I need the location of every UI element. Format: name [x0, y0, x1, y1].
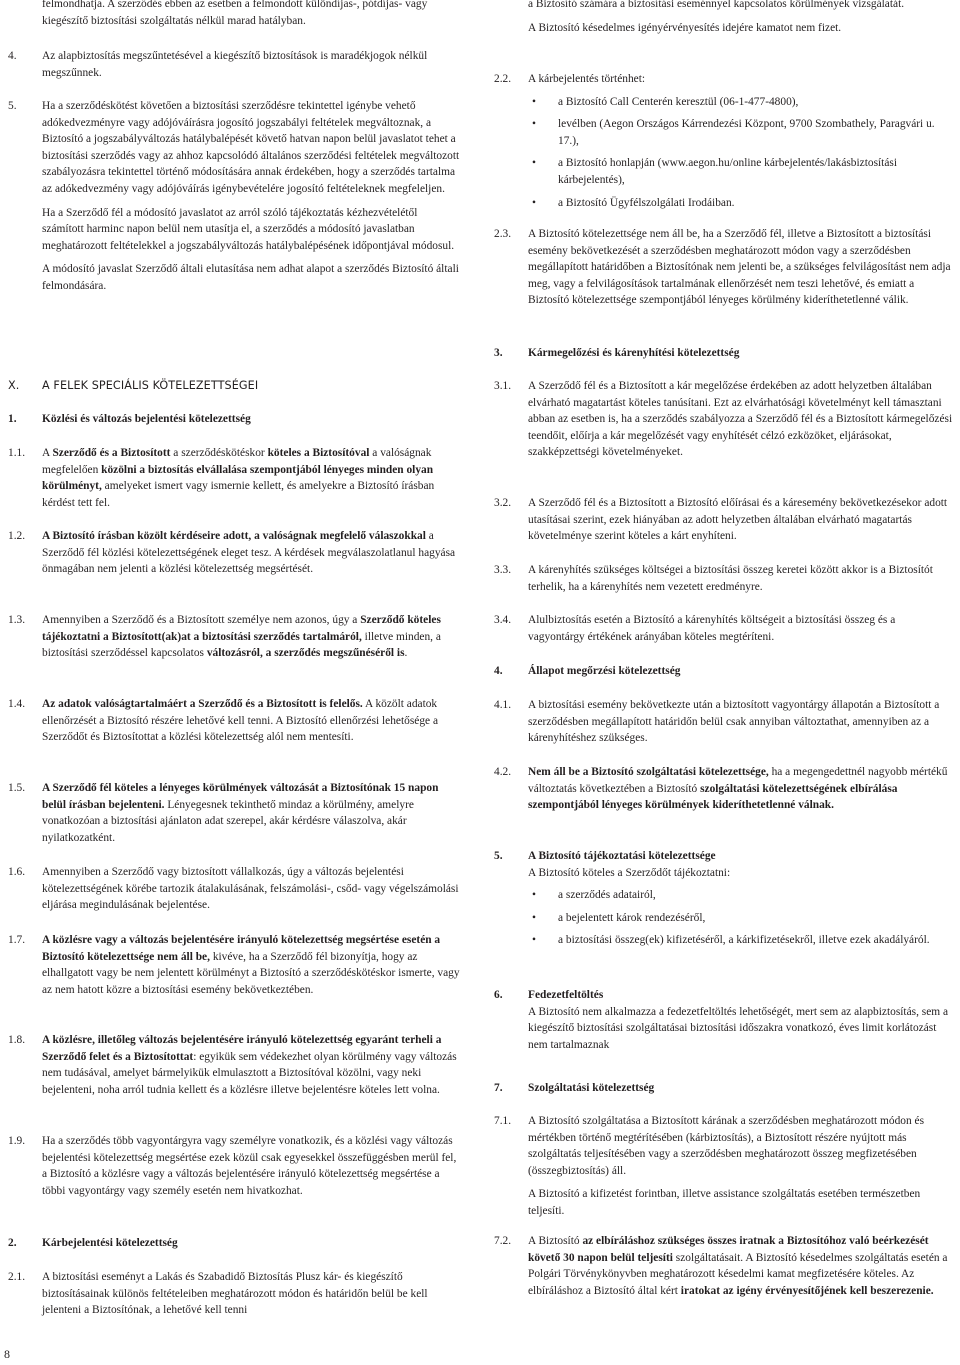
- clause-number: 1.5.: [8, 782, 26, 794]
- heading-title: Kárbejelentési kötelezettség: [42, 1237, 178, 1249]
- clause-lead: A kárbejelentés történhet:: [528, 73, 646, 85]
- bullet-item: • a Biztosító Ügyfélszolgálati Irodáiban.: [528, 195, 954, 212]
- continuation-text: a Biztosító számára a biztosítási eseménnyel kapcsolatos körülmények vizsgálatát.: [528, 0, 905, 10]
- clause-number: 1.7.: [8, 934, 26, 946]
- clause-number: 2.1.: [8, 1271, 26, 1283]
- clause-1-1: [8, 445, 460, 518]
- continuation-text: A Biztosító késedelmes igényérvényesítés idejére kamatot nem fizet.: [528, 21, 842, 34]
- clause-number: 3.1.: [494, 380, 512, 392]
- heading-7: [494, 1080, 954, 1097]
- clause-text: Ha a szerződés több vagyontárgyra vagy személyre vonatkozik, és a közlési vagy változás bejelentési kötelezettség megsértése ezek közül csak egyesekkel összefüggésben merül fel, a Biztosító a közlésre vagy a változás bejelentésére irányuló kötelezettség megsértése a többi vagyontárgy vagy személy esetén nem hivatkozhat.: [42, 1135, 457, 1197]
- clause-number: 7.1.: [494, 1115, 512, 1127]
- clause-text: A közlésre vagy a változás bejelentésére irányuló kötelezettség megsértése esetén a Biztosító kötelezettsége nem áll be, kivéve, ha a Szerződő fél bizonyítja, hogy az elhallgatott vagy be nem jelentett körülményt a Biztosító a szerződéskötéskor ismerte, vagy az nem hatott közre a biztosítási esemény bekövetkeztében.: [42, 934, 460, 996]
- clause-text: A Biztosító írásban közölt kérdéseire adott, a valóságnak megfelelő válaszokkal a Szerződő fél közlési kötelezettségének eleget tesz. A kérdések megválaszolatlanul hagyása önmagában nem jelenti a közlési kötelezettség megsértését.: [42, 530, 456, 576]
- clause-number: 2.2.: [494, 73, 512, 85]
- clause-6: [494, 987, 954, 1060]
- heading-title: Közlési és változás bejelentési kötelezettség: [42, 413, 251, 425]
- section-x-heading: [8, 378, 460, 395]
- clause-1-2: [8, 528, 460, 585]
- page-number: 8: [4, 1347, 10, 1361]
- clause-4-1: [494, 697, 954, 754]
- paragraph: A módosító javaslat Szerződő általi elutasítása nem adhat alapot a szerződés Biztosító általi felmondására.: [42, 263, 459, 292]
- bullet-item: • levélben (Aegon Országos Kárrendezési Központ, 9700 Szombathely, Paragvári u. 17.),: [528, 116, 954, 149]
- clause-number: 1.6.: [8, 866, 26, 878]
- heading-3: [494, 345, 954, 362]
- heading-4: [494, 663, 954, 680]
- section-title: A FELEK SPECIÁLIS KÖTELEZETTSÉGEI: [42, 379, 259, 392]
- bullet-list: [528, 94, 954, 212]
- bullet-item: • a biztosítási összeg(ek) kifizetéséről, a kárkifizetésekről, illetve ezek akadályáról.: [528, 932, 954, 949]
- clause-number: 4.1.: [494, 699, 512, 711]
- clause-text: A kárenyhítés szükséges költségei a biztosítási összeg keretei között akkor is a Biztosítót terhelik, ha a kárenyhítés nem vezetett eredményre.: [528, 564, 933, 593]
- heading-title: A Biztosító tájékoztatási kötelezettsége: [528, 850, 716, 862]
- clause-1-5: [8, 780, 460, 853]
- clause-text: A Szerződő fél és a Biztosított a kár megelőzése érdekében az adott helyzetben általában elvárható magatartást köteles tanúsítani. Ezt az elvárhatósági követelményt kell támasztani abban az esetben is, ha a szerződés szabályozza a Szerződő fél és a Biztosított kármegelőzési teendőit, előírja a kár megelőzését vagy enyhítését célzó ezközöket, eljárásokat, szakképzettségi követelményeket.: [528, 380, 953, 459]
- heading-number: 2.: [8, 1237, 17, 1249]
- clause-1-6: [8, 864, 460, 921]
- clause-text: A Biztosító nem alkalmazza a fedezetfeltöltés lehetőségét, mert sem az alapbiztosítás, sem a kiegészítő biztosítási szolgáltatásai biztosítási időszakra vonatkozó, éves limit korlátozást nem tartalmaznak: [528, 1005, 949, 1051]
- clause-text: A Szerződő és a Biztosított a szerződéskötéskor köteles a Biztosítóval a valóságnak megfelelően közölni a biztosítás elvállalása szempontjából lényeges minden olyan körülményt, amelyeket ismert vagy ismernie kellett, és amelyekre a Biztosító írásban kérdést tett fel.: [42, 447, 435, 509]
- clause-1-8: [8, 1032, 460, 1105]
- clause-3-3: [494, 562, 954, 602]
- heading-number: 4.: [494, 665, 503, 677]
- clause-number: 1.1.: [8, 447, 26, 459]
- item-number: 4.: [8, 50, 17, 62]
- heading-title: Fedezetfeltöltés: [528, 989, 604, 1001]
- bullet-item: • a Biztosító honlapján (www.aegon.hu/online kárbejelentés/lakásbiztosítási kárbejelentés),: [528, 155, 954, 188]
- heading-title: Szolgáltatási kötelezettség: [528, 1082, 655, 1094]
- right-continuation: [494, 0, 954, 43]
- bullet-item: • a Biztosító Call Centerén keresztül (06-1-477-4800),: [528, 94, 954, 111]
- clause-2-2: [494, 71, 954, 217]
- heading-title: Kármegelőzési és kárenyhítési kötelezettség: [528, 347, 740, 359]
- clause-number: 1.2.: [8, 530, 26, 542]
- clause-text: A Szerződő fél köteles a lényeges körülmények változását a Biztosítónak 15 napon belül írásban bejelenteni. Lényegesnek tekinthető mindaz a körülmény, amelyre vonatkozóan a biztosítási ajánlaton adat szerepel, akár kérdésre válaszolva, akár nyilatkozatként.: [42, 782, 439, 844]
- item-5: [8, 98, 460, 302]
- clause-text: Nem áll be a Biztosító szolgáltatási kötelezettsége, ha a megengedettnél nagyobb mértékű változtatás következtében a Biztosító szolgáltatási kötelezettségének elbírálása szempontjából lényeges körülmények kideríthetetlenné válnak.: [528, 766, 948, 812]
- clause-1-3: [8, 612, 460, 669]
- item-text: Az alapbiztosítás megszűntetésével a kiegészítő biztosítások is maradékjogok nélkül megszűnnek.: [42, 50, 428, 79]
- item-number: 5.: [8, 100, 17, 112]
- clause-1-7: [8, 932, 460, 1005]
- clause-number: 4.2.: [494, 766, 512, 778]
- heading-number: 5.: [494, 850, 503, 862]
- clause-4-2: [494, 764, 954, 821]
- left-continuation: [8, 0, 460, 36]
- clause-number: 3.4.: [494, 614, 512, 626]
- clause-number: 1.4.: [8, 698, 26, 710]
- clause-text: Amennyiben a Szerződő és a Biztosított személye nem azonos, úgy a Szerződő köteles tájékoztatni a Biztosított(ak)at a biztosítási szerződés tartalmáról, illetve minden, a biztosítási szerződéssel kapcsolatos változásról, a szerződés megszűnéséről is.: [42, 614, 441, 660]
- clause-2-3: [494, 226, 954, 316]
- bullet-list: [528, 887, 954, 949]
- clause-text: A Szerződő fél és a Biztosított a Biztosító előírásai és a káresemény bekövetkezésekor adott utasításai szerint, ezek hiányában az adott helyzetben általában elvárható magatartás követelménye szerint köteles a kárt enyhíteni.: [528, 497, 948, 543]
- clause-1-4: [8, 696, 460, 753]
- heading-number: 3.: [494, 347, 503, 359]
- heading-number: 1.: [8, 413, 17, 425]
- clause-text: Alulbiztosítás esetén a Biztosító a kárenyhítés költségeit a biztosítási összeg és a vagyontárgy értékének arányában köteles megtéríteni.: [528, 614, 896, 643]
- clause-text: Amennyiben a Szerződő vagy biztosított vállalkozás, úgy a változás bejelentési kötelezettségének körébe tartozik átalakulásának, felszámolási-, csőd- vagy végelszámolási eljárása megindulásának bejelentése.: [42, 866, 459, 912]
- paragraph: A Biztosító szolgáltatása a Biztosított kárának a szerződésben meghatározott módon és mértékben történő megtérítésében (kárbiztosítás), a Biztosított részére nyújtott más szolgáltatás teljesítésében vagy a szerződésben meghatározott összeg megfizetésében (összegbiztosítás) áll.: [528, 1115, 925, 1177]
- clause-1-9: [8, 1133, 460, 1206]
- clause-text: A közlésre, illetőleg változás bejelentésére irányuló kötelezettség egyaránt terheli a Szerződő felet és a Biztosítottat: egyikük sem védekezhet olyan körülmény vagy változás nem tudásával, amelyet bármelyikük elmulasztott a Biztosítóval közölni, vagy neki bejelenteni, noha arról tudnia kellett és a közlésre illetve bejelentésre köteles lett volna.: [42, 1034, 457, 1096]
- clause-number: 2.3.: [494, 228, 512, 240]
- item-4: [8, 48, 460, 88]
- clause-number: 1.3.: [8, 614, 26, 626]
- clause-text: Az adatok valóságtartalmáért a Szerződő és a Biztosított is felelős. A közölt adatok ellenőrzését a Biztosító részére lehetővé kell tenni. A Biztosító ellenőrzési lehetősége a Szerződőt és Biztosítottat a közlési kötelezettség alól nem mentesíti.: [42, 698, 438, 744]
- clause-text: A biztosítási esemény bekövetkezte után a biztosított vagyontárgy állapotán a Biztosított a szerződésben megállapított határidőn belül csak annyiban változtathat, amennyiben az a kárenyhítéshez szükséges.: [528, 699, 940, 745]
- heading-number: 7.: [494, 1082, 503, 1094]
- clause-7-1: [494, 1113, 954, 1227]
- clause-number: 1.9.: [8, 1135, 26, 1147]
- heading-2: [8, 1235, 460, 1252]
- bullet-item: • a bejelentett károk rendezéséről,: [528, 910, 954, 927]
- heading-title: Állapot megőrzési kötelezettség: [528, 665, 681, 677]
- clause-2-1: [8, 1269, 460, 1326]
- clause-lead: A Biztosító köteles a Szerződőt tájékoztatni:: [528, 866, 731, 879]
- clause-number: 3.2.: [494, 497, 512, 509]
- clause-text: A Biztosító kötelezettsége nem áll be, ha a Szerződő fél, illetve a Biztosított a biztosítási esemény bekövetkezését a szerződésben meghatározott módon vagy a szerződésben megállapított határidőben a Biztosítónak nem jelenti be, a szükséges felvilágosítást nem adja meg, vagy a felvilágosítások tartalmának ellenőrzését nem teszi lehetővé, és emiatt a Biztosító kötelezettsége szempontjából lényeges körülmény kideríthetetlenné válik.: [528, 228, 951, 307]
- clause-3-4: [494, 612, 954, 652]
- bullet-item: • a szerződés adatairól,: [528, 887, 954, 904]
- continuation-text: felmondhatja. A szerződés ebben az esetben a felmondott különdíjas-, pótdíjas- vagy kiegészítő biztosítási szolgáltatás nélkül marad hatályban.: [42, 0, 428, 27]
- clause-5: [494, 848, 954, 955]
- clause-7-2: [494, 1233, 954, 1306]
- clause-text: A Biztosító az elbíráláshoz szükséges összes iratnak a Biztosítóhoz való beérkezését követő 30 napon belül teljesíti szolgáltatásait. A Biztosító késedelmes szolgáltatás esetén a Polgári Törvénykönyvben meghatározott késedelmi kamat megfizetésére köteles. Az elbíráláshoz a Biztosító által kért iratokat az igény érvényesítőjének kell beszerezenie.: [528, 1235, 948, 1297]
- clause-number: 7.2.: [494, 1235, 512, 1247]
- paragraph: Ha a szerződéskötést követően a biztosítási szerződésre tekintettel igénybe vehető adókedvezményre vagy adójóváírásra jogosító jogszabályi feltételek megváltoznak, a Biztosító a jogszabályváltozás hatálybalépését követő hatvan napon belül javaslatot tehet a biztosítási szerződés vagy az ahhoz kapcsolódó általános szerződési feltételek megváltozott szabályozásra tekintettel történő módosítására annak érdekében, hogy a szerződés tartalma az adókedvezmény vagy adójóváírás igénybevételére jogosító feltételeknek megfeleljen.: [42, 100, 460, 195]
- heading-number: 6.: [494, 989, 503, 1001]
- paragraph: Ha a Szerződő fél a módosító javaslatot az arról szóló tájékoztatás kézhezvételétől számított harminc napon belül nem utasítja el, a szerződés a módosító javaslatban meghatározott feltételekkel a jogszabályváltozás hatálybalépésének időpontjával módosul.: [42, 206, 455, 252]
- clause-3-2: [494, 495, 954, 552]
- paragraph: A Biztosító a kifizetést forintban, illetve assistance szolgáltatás esetében természetben teljesíti.: [528, 1188, 921, 1217]
- clause-text: A biztosítási eseményt a Lakás és Szabadidő Biztosítás Plusz kár- és kiegészítő biztosításainak különös feltételeiben meghatározott módon és határidőn belül be kell jelenteni a Biztosítónak, a lehetővé kell tenni: [42, 1271, 428, 1317]
- section-number: X.: [8, 379, 20, 392]
- clause-number: 1.8.: [8, 1034, 26, 1046]
- clause-3-1: [494, 378, 954, 468]
- clause-number: 3.3.: [494, 564, 512, 576]
- heading-1: [8, 411, 460, 428]
